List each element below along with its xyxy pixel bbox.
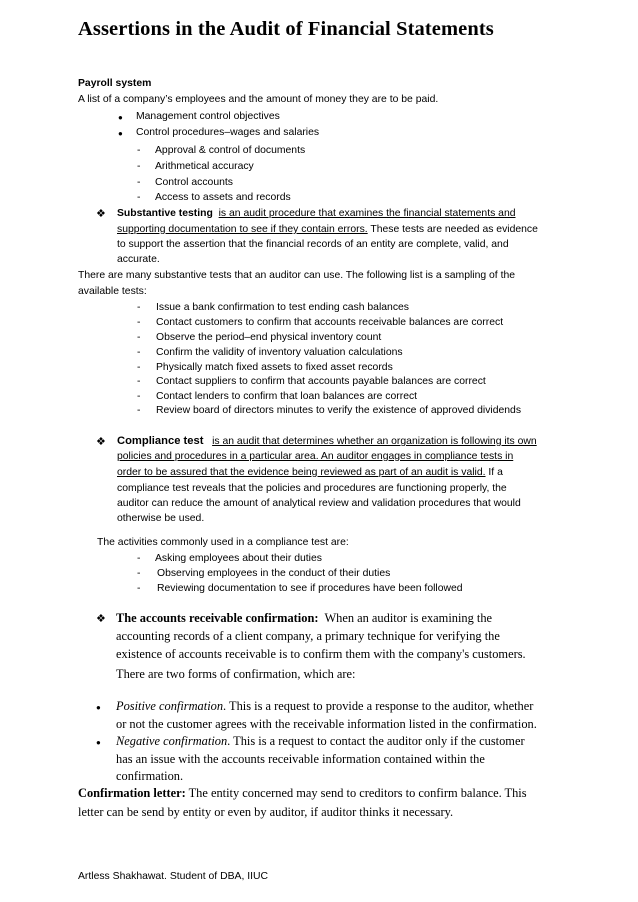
receivable-text: When an auditor is examining the bbox=[324, 611, 493, 625]
bullet-dot-icon: ● bbox=[96, 703, 101, 712]
substantive-intro-2: available tests: bbox=[78, 286, 147, 297]
dash-marker: - bbox=[137, 553, 141, 564]
dash-marker: - bbox=[137, 332, 141, 343]
dash-marker: - bbox=[137, 161, 141, 172]
receivable-line-3: existence of accounts receivable is to confirm them with the company's customers. bbox=[116, 647, 526, 661]
dash-marker: - bbox=[137, 405, 141, 416]
confirmation-letter-text: The entity concerned may send to creditors to confirm balance. This bbox=[185, 786, 527, 800]
page-title: Assertions in the Audit of Financial Statements bbox=[78, 18, 494, 40]
compliance-text: If a bbox=[485, 467, 503, 478]
negative-confirmation-line-1 bbox=[116, 734, 525, 749]
receivable-line-1 bbox=[116, 611, 492, 626]
compliance-line-3 bbox=[117, 467, 503, 478]
bullet-dot-icon: ● bbox=[118, 113, 123, 122]
compliance-line-1 bbox=[117, 435, 537, 447]
dash-marker: - bbox=[137, 177, 141, 188]
payroll-heading: Payroll system bbox=[78, 78, 152, 89]
compliance-label: Compliance test bbox=[117, 435, 204, 447]
confirmation-letter-label: Confirmation letter: bbox=[78, 786, 186, 800]
payroll-bullet-2: Control procedures–wages and salaries bbox=[136, 127, 320, 138]
substantive-test-item: Review board of directors minutes to verify the existence of approved dividends bbox=[156, 405, 522, 416]
dash-marker: - bbox=[137, 362, 141, 373]
dash-marker: - bbox=[137, 302, 141, 313]
receivable-label: The accounts receivable confirmation: bbox=[116, 611, 319, 625]
negative-confirmation-text: . This is a request to contact the auditor only if the customer bbox=[227, 734, 525, 748]
positive-confirmation-text: . This is a request to provide a response to the auditor, whether bbox=[223, 699, 534, 713]
receivable-line-2: accounting records of a client company, a primary technique for verifying the bbox=[116, 629, 500, 643]
compliance-activity: Reviewing documentation to see if procedures have been followed bbox=[157, 583, 463, 594]
substantive-line-2 bbox=[117, 224, 538, 235]
negative-confirmation-line-3: confirmation. bbox=[116, 769, 184, 783]
dash-marker: - bbox=[137, 145, 141, 156]
compliance-line-6: otherwise be used. bbox=[117, 513, 205, 524]
positive-confirmation-line-2: or not the customer agrees with the receivable information listed in the confirmation. bbox=[116, 717, 537, 731]
substantive-test-item: Physically match fixed assets to fixed asset records bbox=[156, 362, 393, 373]
compliance-activities-intro: The activities commonly used in a compliance test are: bbox=[97, 537, 349, 548]
substantive-test-item: Contact lenders to confirm that loan balances are correct bbox=[156, 391, 418, 402]
substantive-definition-cont: supporting documentation to see if they contain errors. bbox=[117, 224, 368, 235]
dash-marker: - bbox=[137, 347, 141, 358]
substantive-line-1 bbox=[117, 208, 516, 219]
dash-marker: - bbox=[137, 391, 141, 402]
payroll-description: A list of a company’s employees and the amount of money they are to be paid. bbox=[78, 94, 439, 105]
substantive-label: Substantive testing bbox=[117, 208, 213, 219]
substantive-definition: is an audit procedure that examines the financial statements and bbox=[218, 208, 516, 219]
substantive-test-item: Confirm the validity of inventory valuation calculations bbox=[156, 347, 403, 358]
confirmation-letter-line-1 bbox=[78, 786, 527, 801]
bullet-dot-icon: ● bbox=[118, 129, 123, 138]
substantive-test-item: Issue a bank confirmation to test ending cash balances bbox=[156, 302, 409, 313]
payroll-bullet-1: Management control objectives bbox=[136, 111, 280, 122]
substantive-test-item: Observe the period–end physical inventory count bbox=[156, 332, 382, 343]
dash-marker: - bbox=[137, 192, 141, 203]
substantive-test-item: Contact suppliers to confirm that accounts payable balances are correct bbox=[156, 376, 486, 387]
dash-marker: - bbox=[137, 568, 141, 579]
compliance-line-4: compliance test reveals that the policies and procedures are functioning properly, the bbox=[117, 483, 507, 494]
confirmation-letter-line-2: letter can be send by entity or even by auditor, if auditor thinks it necessary. bbox=[78, 805, 454, 819]
negative-confirmation-label: Negative confirmation bbox=[116, 734, 228, 748]
receivable-line-4: There are two forms of confirmation, which are: bbox=[116, 667, 356, 681]
payroll-sub-item: Approval & control of documents bbox=[155, 145, 306, 156]
negative-confirmation-line-2: has an issue with the accounts receivable information contained within the bbox=[116, 752, 485, 766]
diamond-bullet-icon: ❖ bbox=[96, 613, 106, 625]
bullet-dot-icon: ● bbox=[96, 738, 101, 747]
dash-marker: - bbox=[137, 583, 141, 594]
substantive-text: These tests are needed as evidence bbox=[367, 224, 538, 235]
dash-marker: - bbox=[137, 376, 141, 387]
substantive-test-item: Contact customers to confirm that accounts receivable balances are correct bbox=[156, 317, 504, 328]
substantive-line-3: to support the assertion that the financial records of an entity are complete, valid, and bbox=[117, 239, 509, 250]
payroll-sub-item: Access to assets and records bbox=[155, 192, 291, 203]
diamond-bullet-icon: ❖ bbox=[96, 436, 106, 448]
page-footer: Artless Shakhawat. Student of DBA, IIUC bbox=[78, 871, 269, 882]
positive-confirmation-line-1 bbox=[116, 699, 533, 714]
substantive-intro-1: There are many substantive tests that an auditor can use. The following list is a sampling of the bbox=[78, 270, 516, 281]
dash-marker: - bbox=[137, 317, 141, 328]
substantive-line-4: accurate. bbox=[117, 254, 160, 265]
compliance-line-2: policies and procedures in a particular area. An auditor engages in compliance tests in bbox=[117, 451, 514, 462]
payroll-sub-item: Arithmetical accuracy bbox=[155, 161, 254, 172]
payroll-sub-item: Control accounts bbox=[155, 177, 233, 188]
compliance-definition: is an audit that determines whether an organization is following its own bbox=[212, 436, 537, 447]
compliance-activity: Observing employees in the conduct of their duties bbox=[157, 568, 391, 579]
compliance-activity: Asking employees about their duties bbox=[155, 553, 322, 564]
compliance-line-5: auditor can reduce the amount of analytical review and validation procedures that would bbox=[117, 498, 521, 509]
positive-confirmation-label: Positive confirmation bbox=[116, 699, 224, 713]
compliance-definition-cont: order to be assured that the evidence being reviewed as part of an audit is valid. bbox=[117, 467, 486, 478]
diamond-bullet-icon: ❖ bbox=[96, 208, 106, 220]
